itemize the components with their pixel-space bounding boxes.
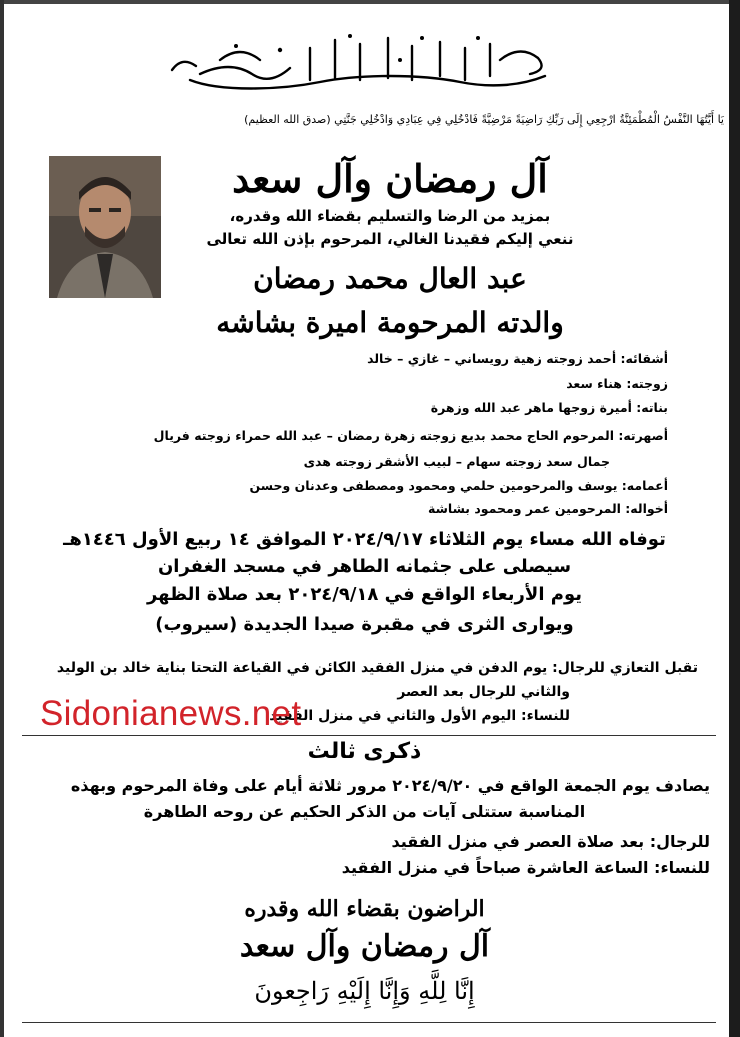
third-day-men: للرجال: بعد صلاة العصر في منزل الفقيد xyxy=(391,832,710,851)
family-name-top: آل رمضان وآل سعد xyxy=(232,156,548,201)
burial-time: يوم الأربعاء الواقع في ٢٠٢٤/٩/١٨ بعد صلاة الظهر xyxy=(146,584,582,605)
third-day-line-1: يصادف يوم الجمعة الواقع في ٢٠٢٤/٩/٢٠ مرور ثلاثة أيام على وفاة المرحوم وبهذه xyxy=(70,776,710,795)
quran-closing: إِنَّا لِلَّهِ وَإِنَّا إِلَيْهِ رَاجِعونَ xyxy=(254,977,475,1005)
third-day-title: ذكرى ثالث xyxy=(307,739,422,764)
intro-line-2: ننعي إليكم فقيدنا الغالي، المرحوم بإذن الله تعالى xyxy=(206,230,574,248)
watermark: Sidonianews.net xyxy=(40,694,302,733)
bottom-divider xyxy=(22,1022,716,1023)
section-divider xyxy=(22,735,716,736)
relatives-daughters: بناته: أميرة زوجها ماهر عبد الله وزهرة xyxy=(430,400,668,415)
mother-line: والدته المرحومة اميرة بشاشه xyxy=(216,306,564,339)
footer-content: الراضون بقضاء الله وقدره xyxy=(244,896,485,922)
quran-verse: يَا أَيَّتُهَا النَّفْسُ الْمُطْمَئِنَّةُ ارْجِعِي إِلَى رَبِّكِ رَاضِيَةً مَرْضِيَّةً فَادْخُلِي فِي عِبَادِي وَادْخُلِي جَنَّتِي (صدق الله العظيم) xyxy=(244,113,724,126)
calligraphy-header xyxy=(160,30,560,94)
burial-place: ويوارى الثرى في مقبرة صيدا الجديدة (سيروب) xyxy=(155,614,574,635)
relatives-siblings: أشقائه: أحمد زوجته زهية رويساني – غازي – خالد xyxy=(367,351,668,366)
condolences-men: تقبل التعازي للرجال: يوم الدفن في منزل الفقيد الكائن في القياعة التحتا بناية خالد بن الوليد xyxy=(56,660,698,676)
family-name-bottom: آل رمضان وآل سعد xyxy=(239,929,490,964)
death-date: توفاه الله مساء يوم الثلاثاء ٢٠٢٤/٩/١٧ الموافق ١٤ ربيع الأول ١٤٤٦هـ xyxy=(63,529,666,550)
third-day-line-2: المناسبة ستتلى آيات من الذكر الحكيم عن روحه الطاهرة xyxy=(143,802,586,821)
intro-line-1: بمزيد من الرضا والتسليم بقضاء الله وقدره، xyxy=(229,207,551,225)
relatives-in-laws: أصهرته: المرحوم الحاج محمد بديع زوجته زهرة رمضان – عبد الله حمراء زوجته فريال xyxy=(153,428,668,443)
deceased-photo xyxy=(49,156,161,298)
condolences-men-second: والثاني للرجال بعد العصر xyxy=(397,684,570,700)
relatives-paternal-uncles: أعمامه: يوسف والمرحومين حلمي ومحمود ومصطفى وعدنان وحسن xyxy=(249,478,668,493)
relatives-wife: زوجته: هناء سعد xyxy=(566,376,668,391)
condolences-women: للنساء: اليوم الأول والثاني في منزل الفقيد xyxy=(269,708,570,724)
deceased-name: عبد العال محمد رمضان xyxy=(253,262,527,295)
page-frame-left xyxy=(0,0,4,1037)
relatives-maternal-uncles: أخواله: المرحومين عمر ومحمود بشاشة xyxy=(428,501,668,516)
third-day-women: للنساء: الساعة العاشرة صباحاً في منزل الفقيد xyxy=(341,858,710,877)
page-frame-right xyxy=(729,0,740,1037)
relatives-in-laws-cont: جمال سعد زوجته سهام – لبيب الأشقر زوجته هدى xyxy=(303,454,610,469)
page-frame-top xyxy=(0,0,740,4)
funeral-prayer: سيصلى على جثمانه الطاهر في مسجد الغفران xyxy=(157,556,572,577)
